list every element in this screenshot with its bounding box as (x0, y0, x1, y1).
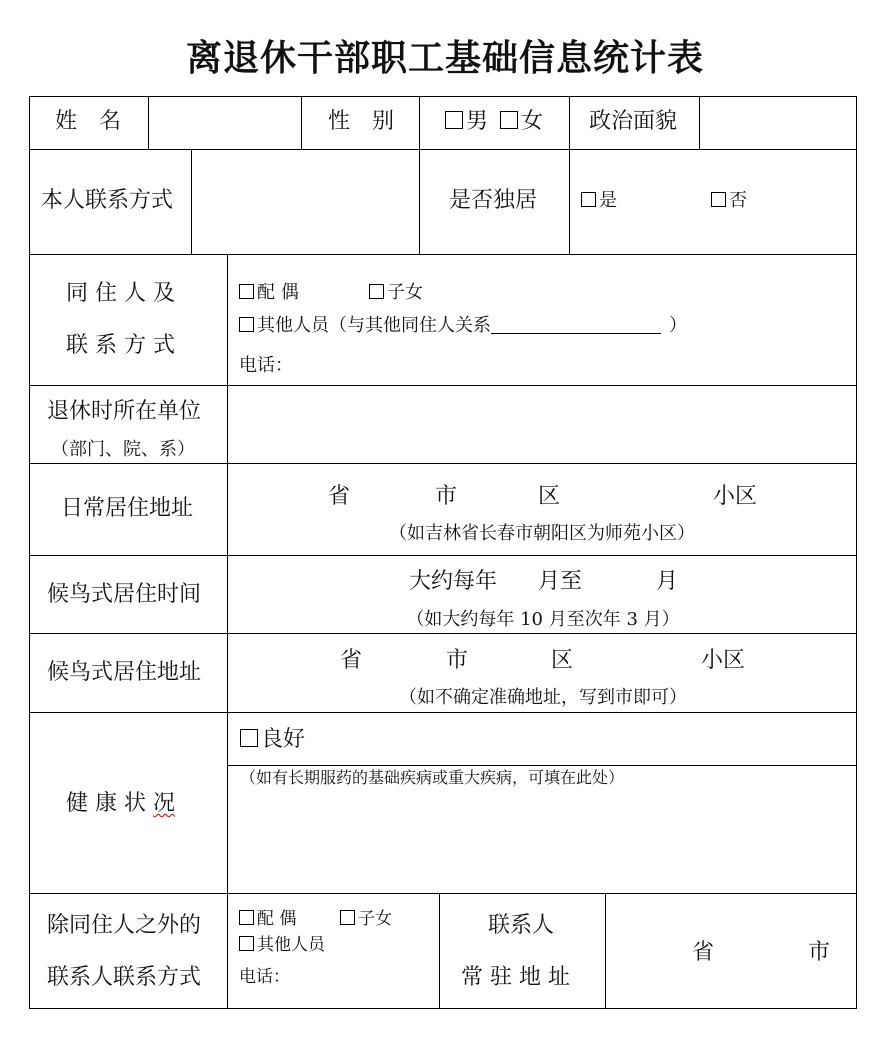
other-others-option (239, 936, 325, 954)
name-field[interactable] (150, 98, 300, 148)
alone-yes-label: 是 (599, 190, 617, 211)
other-others-checkbox[interactable] (239, 936, 254, 951)
health-label-text: 健 康 状 (66, 791, 153, 816)
cohabitant-others-label: 其他人员（与其他同住人关系 (257, 315, 491, 336)
cohabitant-phone-label: 电话： (239, 355, 293, 376)
seasonal-address-example: （如不确定准确地址，写到市即可） (399, 687, 687, 708)
page-title: 离退休干部职工基础信息统计表 (185, 37, 704, 79)
alone-yes-option (581, 192, 617, 210)
seasonal-time-about: 大约每年 (409, 569, 498, 594)
relation-blank[interactable] (491, 317, 661, 334)
female-checkbox[interactable] (500, 111, 518, 129)
seasonal-time-label: 候鸟式居住时间 (47, 582, 202, 607)
gender-label: 性 别 (328, 109, 395, 134)
seasonal-address-label: 候鸟式居住地址 (47, 660, 202, 685)
daily-community: 小区 (713, 484, 758, 509)
other-spouse-checkbox[interactable] (239, 910, 254, 925)
retire-unit-label-line2: （部门、院、系） (51, 439, 195, 460)
other-children-option (340, 910, 392, 928)
male-label: 男 (466, 109, 489, 134)
daily-district: 区 (538, 484, 561, 509)
cohabitant-children-option (369, 284, 423, 302)
other-spouse-option (239, 910, 296, 928)
cohabitant-children-label: 子女 (387, 282, 423, 303)
health-good-checkbox[interactable] (240, 729, 258, 747)
seasonal-city: 市 (446, 648, 469, 673)
alone-no-option (711, 192, 747, 210)
health-note: （如有长期服药的基础疾病或重大疾病，可填在此处） (240, 768, 625, 787)
seasonal-time-month: 月 (656, 569, 679, 594)
alone-no-checkbox[interactable] (711, 192, 726, 207)
cohabitant-others-option (239, 317, 687, 335)
seasonal-province: 省 (340, 648, 363, 673)
other-phone-label: 电话： (239, 967, 290, 987)
cohabitant-children-checkbox[interactable] (369, 284, 384, 299)
cohabitant-spouse-label: 配 偶 (257, 282, 299, 303)
contact-province: 省 (692, 940, 715, 965)
daily-province: 省 (328, 484, 351, 509)
alone-no-label: 否 (729, 190, 747, 211)
seasonal-district: 区 (551, 648, 574, 673)
other-others-label: 其他人员 (257, 935, 325, 955)
health-label (66, 793, 175, 815)
cohabitant-others-close: ） (669, 315, 687, 336)
contact-city: 市 (808, 940, 831, 965)
gender-options (445, 111, 543, 133)
seasonal-time-example: （如大约每年 10 月至次年 3 月） (406, 609, 680, 630)
contact-residence-label: 常 驻 地 址 (461, 965, 570, 990)
cohabitant-spouse-option (239, 284, 299, 302)
daily-address-label: 日常居住地址 (61, 496, 194, 521)
self-contact-field[interactable] (193, 151, 418, 253)
cohabitant-spouse-checkbox[interactable] (239, 284, 254, 299)
seasonal-time-month-to: 月至 (538, 569, 583, 594)
other-children-label: 子女 (358, 909, 392, 929)
name-label: 姓 名 (55, 109, 122, 134)
other-contact-label-line1: 除同住人之外的 (47, 913, 202, 938)
cohabitant-others-checkbox[interactable] (239, 317, 254, 332)
male-checkbox[interactable] (445, 111, 463, 129)
daily-city: 市 (435, 484, 458, 509)
alone-yes-checkbox[interactable] (581, 192, 596, 207)
cohabitant-label-line1: 同 住 人 及 (66, 281, 175, 306)
other-children-checkbox[interactable] (340, 910, 355, 925)
health-label-last: 况 (152, 791, 175, 816)
other-contact-label-line2: 联系人联系方式 (47, 965, 202, 990)
health-detail-field[interactable] (229, 792, 855, 891)
retire-unit-field[interactable] (229, 387, 855, 462)
cohabitant-label-line2: 联 系 方 式 (66, 333, 175, 358)
other-spouse-label: 配 偶 (257, 909, 297, 929)
contact-person-label: 联系人 (488, 913, 555, 938)
female-label: 女 (521, 109, 544, 134)
living-alone-label: 是否独居 (449, 188, 538, 213)
political-status-label: 政治面貌 (589, 109, 678, 134)
political-status-field[interactable] (701, 98, 855, 148)
health-good-option (240, 729, 305, 751)
retire-unit-label-line1: 退休时所在单位 (47, 399, 202, 424)
health-good-label: 良好 (261, 727, 306, 752)
seasonal-community: 小区 (701, 648, 746, 673)
self-contact-label: 本人联系方式 (41, 188, 174, 213)
daily-address-example: （如吉林省长春市朝阳区为师苑小区） (389, 523, 695, 544)
